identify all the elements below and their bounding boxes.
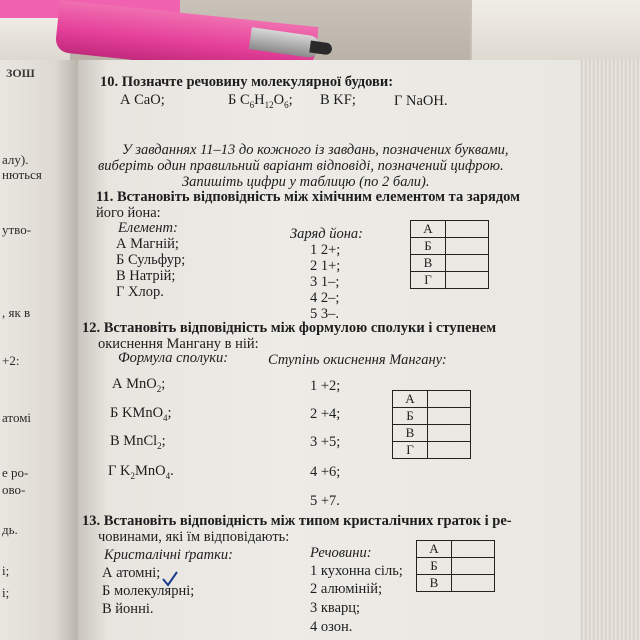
grid-letter: А [411,221,446,238]
left-fragment: і; [2,585,10,600]
option-formula: $C_6H_{12}O_6$; [239,92,293,110]
q11-answer-grid [410,220,489,289]
option-formula: NaOH. [406,93,448,109]
q10-option-a [120,92,165,108]
answer-cell[interactable] [452,541,495,558]
instructions-line-1: У завданнях 11–13 до кожного із завдань, позначених буквами, [122,142,509,158]
left-fragment: утво- [2,222,32,237]
q12-title: 12. Встановіть відповідність між формулою сполуки і ступенем [82,320,497,336]
q11-title-cont: його йона: [96,205,161,221]
q12-formula-a: А MnO$_2$; [112,376,166,394]
q12-right-header: Ступінь окиснення Мангану: [268,352,447,368]
option-formula: KF; [333,92,356,108]
q11-element-b: Б Сульфур; [116,252,186,268]
q13-substance-4: 4 озон. [310,619,353,635]
answer-cell[interactable] [428,391,471,408]
answer-cell[interactable] [428,408,471,425]
answer-cell[interactable] [428,442,471,459]
grid-letter: В [411,255,446,272]
grid-letter: А [393,391,428,408]
option-formula: CaO; [134,92,165,108]
q12-oxstate-5: 5 +7. [310,493,340,509]
q13-lattice-a: А атомні; [102,565,161,581]
left-fragment: ово- [2,482,26,497]
q11-charge-1: 1 2+; [310,242,341,258]
q10-title: 10. Позначте речовину молекулярної будови: [100,74,394,90]
answer-cell[interactable] [446,238,489,255]
q11-charge-3: 3 1–; [310,274,340,290]
q12-formula-c: В MnCl$_2$; [110,433,166,451]
q12-formula-d: Г $K_2MnO_4$. [108,463,174,481]
grid-letter: Г [393,442,428,459]
q12-oxstate-2: 2 +4; [310,406,341,422]
q11-element-c: В Натрій; [116,268,176,284]
q10-option-b [228,92,293,108]
q12-title-cont: окиснення Мангану в ній: [98,336,259,352]
answer-cell[interactable] [446,272,489,289]
grid-letter: Б [393,408,428,425]
left-page-header: ЗОШ [6,66,35,80]
q13-title-cont: човинами, які їм відповідають: [98,529,290,545]
q11-element-d: Г Хлор. [116,284,164,300]
q13-lattice-c: В йонні. [102,601,154,617]
q13-substance-3: 3 кварц; [310,600,361,616]
q12-oxstate-3: 3 +5; [310,434,341,450]
instructions-line-3: Запишіть цифри у таблицю (по 2 бали). [182,174,430,190]
instructions-line-2: виберіть один правильний варіант відповіді, позначений цифрою. [98,158,504,174]
q12-left-header: Формула сполуки: [118,350,229,366]
grid-letter: Г [411,272,446,289]
q12-oxstate-1: 1 +2; [310,378,341,394]
answer-cell[interactable] [452,558,495,575]
q12-oxstate-4: 4 +6; [310,464,341,480]
background-book [470,0,640,65]
q13-right-header: Речовини: [310,545,372,561]
q11-charge-2: 2 1+; [310,258,341,274]
q13-substance-1: 1 кухонна сіль; [310,563,403,579]
q13-substance-2: 2 алюміній; [310,581,383,597]
answer-cell[interactable] [452,575,495,592]
q11-element-a: А Магній; [116,236,179,252]
grid-letter: В [393,425,428,442]
q10-option-c [320,92,356,108]
page-edges [578,60,640,640]
q13-title: 13. Встановіть відповідність між типом кристалічних граток і ре- [82,513,512,529]
grid-letter: Б [417,558,452,575]
left-fragment: нються [2,167,42,182]
answer-cell[interactable] [446,255,489,272]
q11-left-header: Елемент: [118,220,178,236]
left-fragment: +2: [2,353,20,368]
left-fragment: дь. [2,522,18,537]
option-letter: В [320,92,330,108]
option-letter: А [120,92,131,108]
q12-answer-grid [392,390,471,459]
worksheet-page [78,60,580,640]
left-fragment: , як в [2,305,31,320]
q13-lattice-b: Б молекулярні; [102,583,195,599]
answer-cell[interactable] [446,221,489,238]
left-page [0,60,78,640]
grid-letter: Б [411,238,446,255]
q11-right-header: Заряд йона: [290,226,363,242]
grid-letter: В [417,575,452,592]
q12-formula-b: Б KMnO$_4$; [110,405,172,423]
q11-charge-4: 4 2–; [310,290,340,306]
left-fragment: і; [2,563,10,578]
left-fragment: е ро- [2,465,29,480]
q11-charge-5: 5 3–. [310,306,339,322]
answer-cell[interactable] [428,425,471,442]
option-letter: Г [394,93,403,109]
q13-left-header: Кристалічні ґратки: [104,547,233,563]
option-letter: Б [228,92,237,108]
q13-answer-grid [416,540,495,592]
grid-letter: А [417,541,452,558]
q10-option-d [394,93,448,109]
q11-title: 11. Встановіть відповідність між хімічним елементом та зарядом [96,189,521,205]
left-fragment: атомі [2,410,32,425]
left-fragment: алу). [2,152,29,167]
